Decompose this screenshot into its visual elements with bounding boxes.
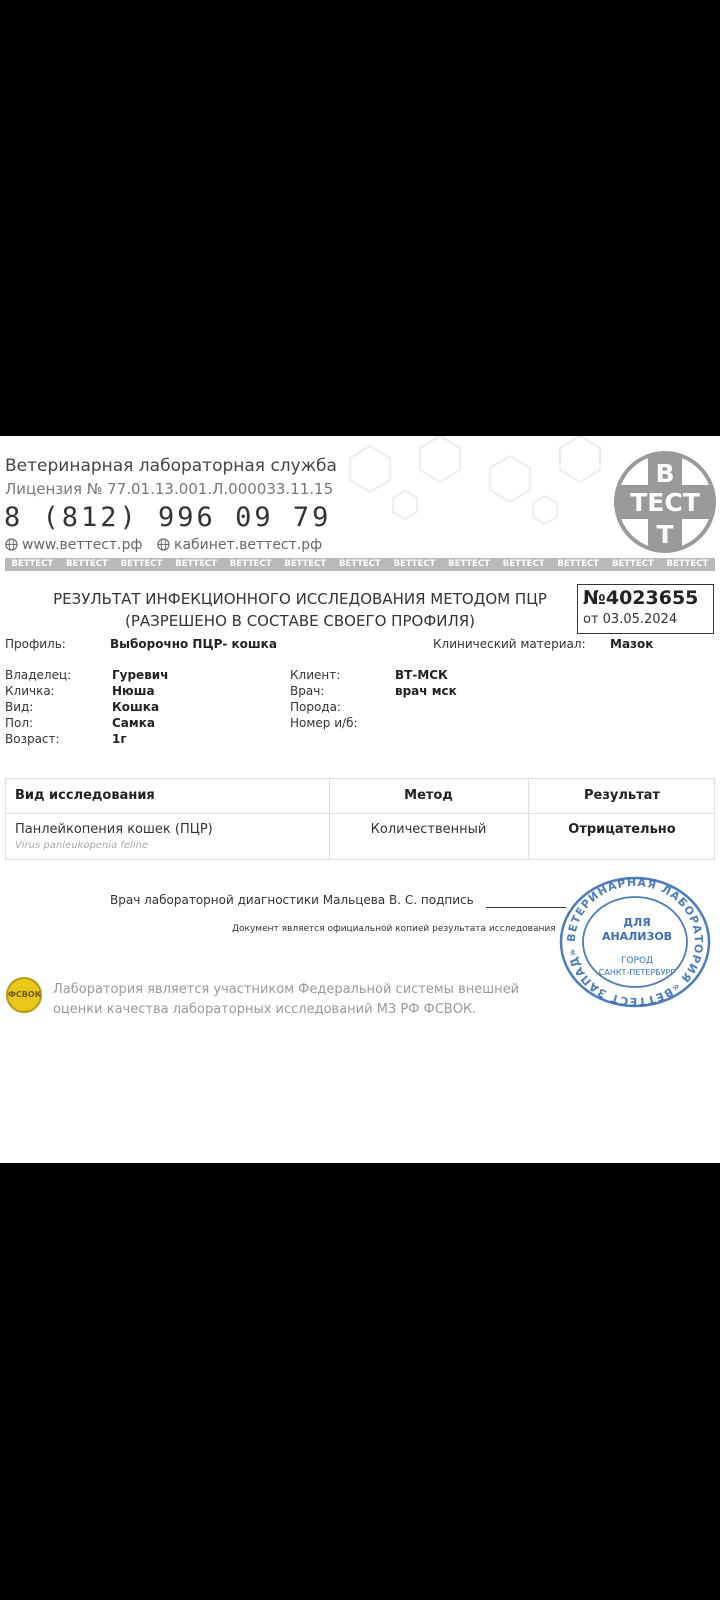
client-value: ВТ-МСК xyxy=(395,668,448,682)
band-label: ВЕТТЕСТ xyxy=(448,559,490,569)
cabinet-link[interactable] xyxy=(157,537,322,553)
lab-stamp xyxy=(555,873,713,1011)
report-title-line1: РЕЗУЛЬТАТ ИНФЕКЦИОННОГО ИССЛЕДОВАНИЯ МЕТОДОМ ПЦР xyxy=(53,590,547,608)
stamp-line-4: САНКТ-ПЕТЕРБУРГ xyxy=(598,968,676,977)
band-label: ВЕТТЕСТ xyxy=(66,559,108,569)
doctor-signature-line: Врач лабораторной диагностики Мальцева В. С. подпись xyxy=(110,893,474,907)
material-label: Клинический материал: xyxy=(433,637,586,651)
license-number: Лицензия № 77.01.13.001.Л.000033.11.15 xyxy=(5,480,334,498)
table-divider xyxy=(6,813,714,814)
cabinet-text: кабинет.веттест.рф xyxy=(174,537,323,553)
globe-icon xyxy=(5,538,18,551)
header-result: Результат xyxy=(584,788,660,803)
fsvok-participation-text: Лаборатория является участником Федеральной системы внешней оценки качества лабораторных исследований МЗ РФ ФСВОК. xyxy=(53,982,520,1017)
band-label: ВЕТТЕСТ xyxy=(666,559,709,569)
brand-band xyxy=(5,558,715,571)
band-label: ВЕТТЕСТ xyxy=(175,559,217,569)
test-name: Панлейкопения кошек (ПЦР) xyxy=(15,822,213,837)
results-table xyxy=(5,778,715,860)
website-link[interactable] xyxy=(5,537,142,553)
logo-top-letter: В xyxy=(655,459,675,488)
header-test-type: Вид исследования xyxy=(15,788,155,803)
pet-name-value: Нюша xyxy=(112,684,155,698)
stamp-line-2: АНАЛИЗОВ xyxy=(601,930,673,943)
report-number-box xyxy=(577,584,714,634)
species-label: Вид: xyxy=(5,700,34,714)
pet-name-label: Кличка: xyxy=(5,684,55,698)
website-text: www.веттест.рф xyxy=(22,537,143,553)
band-label: ВЕТТЕСТ xyxy=(229,559,272,569)
band-label: ВЕТТЕСТ xyxy=(120,559,163,569)
owner-label: Владелец: xyxy=(5,668,72,682)
report-date: от 03.05.2024 xyxy=(583,612,678,627)
owner-value: Гуревич xyxy=(112,668,169,682)
band-label: ВЕТТЕСТ xyxy=(393,559,436,569)
doctor-label: Врач: xyxy=(290,684,325,698)
profile-value: Выборочно ПЦР- кошка xyxy=(110,637,277,651)
stamp-outer-text: ВЕТЕРИНАРНАЯ ЛАБОРАТОРИЯ «ВЕТТЕСТ ЗАПАД» xyxy=(564,875,706,1009)
test-result: Отрицательно xyxy=(568,822,676,837)
profile-label: Профиль: xyxy=(5,637,66,651)
header-method: Метод xyxy=(404,788,453,803)
stamp-line-3: ГОРОД xyxy=(620,956,654,966)
record-number-label: Номер и/б: xyxy=(290,716,358,730)
band-label: ВЕТТЕСТ xyxy=(11,559,54,569)
test-latin-name: Virus panleukopenia feline xyxy=(15,840,149,851)
report-number: №4023655 xyxy=(583,587,699,609)
report-title-line2: (РАЗРЕШЕНО В СОСТАВЕ СВОЕГО ПРОФИЛЯ) xyxy=(124,612,476,630)
band-label: ВЕТТЕСТ xyxy=(502,559,545,569)
band-label: ВЕТТЕСТ xyxy=(338,559,381,569)
breed-label: Порода: xyxy=(290,700,342,714)
stamp-line-1: ДЛЯ xyxy=(623,916,651,929)
band-label: ВЕТТЕСТ xyxy=(557,559,600,569)
material-value: Мазок xyxy=(610,637,654,651)
report-title xyxy=(40,588,560,632)
sex-value: Самка xyxy=(112,716,155,730)
fsvok-badge-icon: ФСВОК xyxy=(6,977,42,1013)
vettest-logo xyxy=(614,451,716,553)
globe-icon xyxy=(157,538,170,551)
logo-middle-word: ТЕСТ xyxy=(630,488,700,517)
age-label: Возраст: xyxy=(5,732,60,746)
species-value: Кошка xyxy=(112,700,160,714)
phone-number[interactable]: 8 (812) 996 09 79 xyxy=(4,502,332,533)
sex-label: Пол: xyxy=(5,716,34,730)
test-method: Количественный xyxy=(370,822,487,837)
age-value: 1г xyxy=(112,732,127,746)
logo-bottom-letter: Т xyxy=(656,520,674,549)
official-copy-notice: Документ является официальной копией результата исследования xyxy=(232,924,556,934)
lab-report-document xyxy=(0,436,720,1163)
doctor-value: врач мск xyxy=(395,684,457,698)
client-label: Клиент: xyxy=(290,668,341,682)
service-name: Ветеринарная лабораторная служба xyxy=(5,456,337,476)
band-label: ВЕТТЕСТ xyxy=(284,559,327,569)
band-label: ВЕТТЕСТ xyxy=(611,559,654,569)
signature-underline xyxy=(486,907,566,908)
